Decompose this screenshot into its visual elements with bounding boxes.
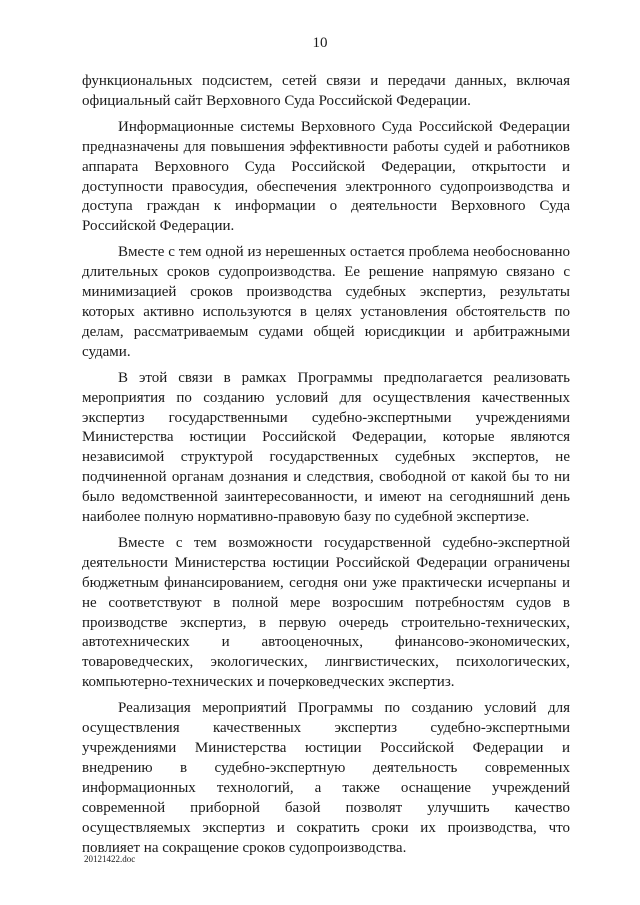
page-number: 10 xyxy=(312,35,328,51)
paragraph-program-implementation: Реализация мероприятий Программы по созданию условий для осуществления качественных экспертиз судебно-экспертными учреждениями Министерства юстиции Российской Федерации и внедрению в судебно-экспертную деятельность современных информационных технологий, а также оснащение учреждений современной приборной базой позволят улучшить качество осуществляемых экспертиз и сократить сроки их производства, что повлияет на сокращение сроков судопроизводства. xyxy=(82,700,570,856)
paragraph-budget-limitations: Вместе с тем возможности государственной судебно-экспертной деятельности Министерства юстиции Российской Федерации ограничены бюджетным финансированием, сегодня они уже практически исчерпаны и не соответствуют в полной мере возросшим потребностям судов в производстве экспертиз, в первую очередь строительно-технических, автотехнических и автооценочных, финансово-экономических, товароведческих, экологических, лингвистических, психологических, компьютерно-технических и почерковедческих экспертиз. xyxy=(82,534,570,691)
paragraph-program-measures: В этой связи в рамках Программы предполагается реализовать мероприятия по созданию условий для осуществления качественных экспертиз государственными судебно-экспертными учреждениями Министерства юстиции Российской Федерации, которые являются независимой структурой государственных судебных экспертов, не подчиненной органам дознания и следствия, свободной от какой бы то ни было ведомственной заинтересованности, и имеют на сегодняшний день наиболее полную нормативно-правовую базу по судебной экспертизе. xyxy=(82,369,570,526)
paragraph-court-proceedings-problem: Вместе с тем одной из нерешенных остается проблема необоснованно длительных сроков судопроизводства. Ее решение напрямую связано с минимизацией сроков производства судебных экспертиз, результаты которых активно используются в целях установления обстоятельств по делам, рассматриваемым судами общей юрисдикции и арбитражными судами. xyxy=(82,244,570,360)
document-body xyxy=(82,72,570,858)
paragraph-continuation: функциональных подсистем, сетей связи и передачи данных, включая официальный сайт Верховного Суда Российской Федерации. xyxy=(82,73,570,109)
paragraph-information-systems: Информационные системы Верховного Суда Российской Федерации предназначены для повышения эффективности работы судей и работников аппарата Верховного Суда Российской Федерации, открытости и доступности правосудия, обеспечения электронного судопроизводства и доступа граждан к информации о деятельности Верховного Суда Российской Федерации. xyxy=(82,118,570,235)
document-filename: 20121422.doc xyxy=(84,854,136,864)
